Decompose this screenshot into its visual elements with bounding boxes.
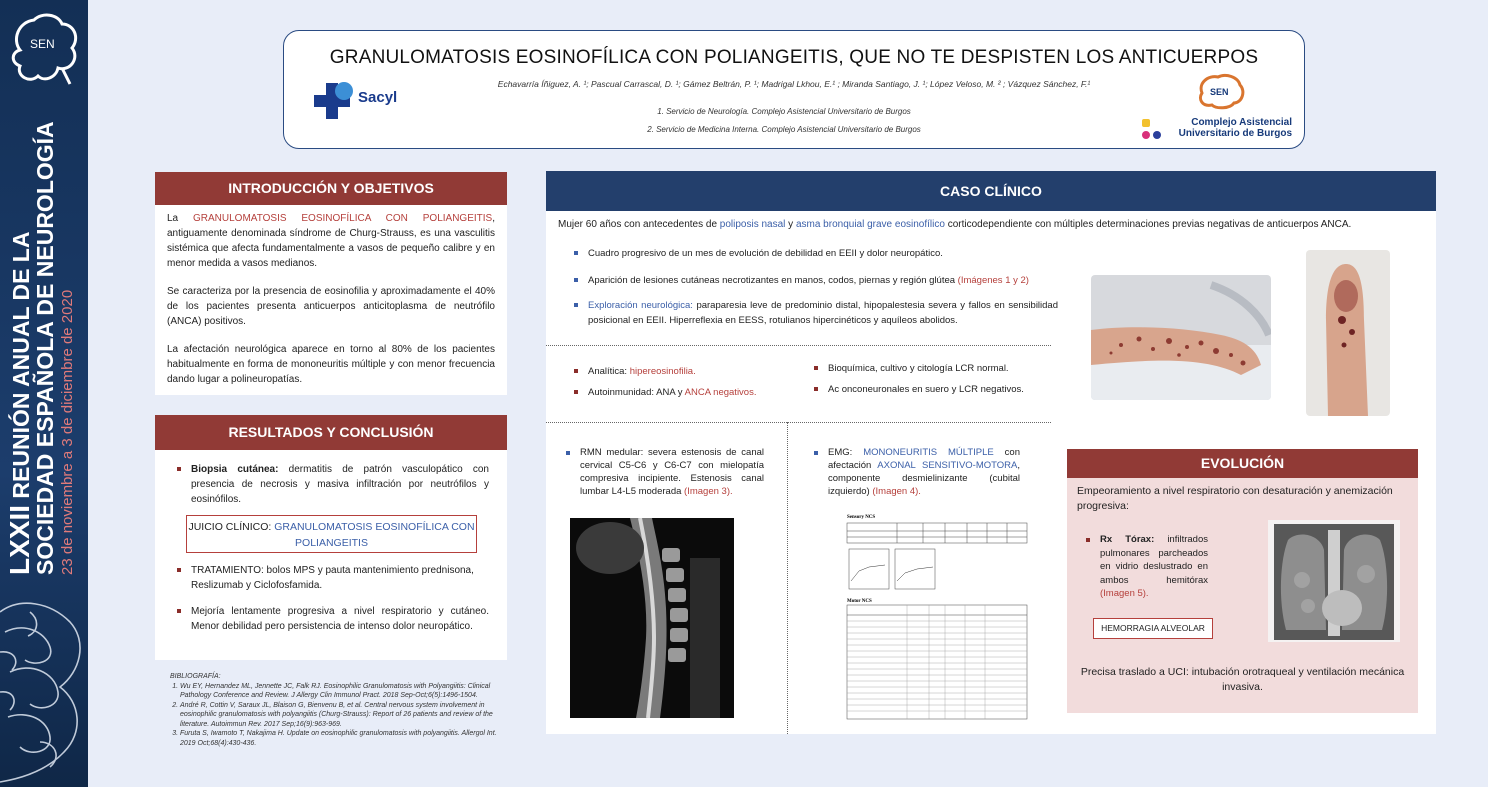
poster-header bbox=[283, 30, 1305, 149]
evolution-intro: Empeoramiento a nivel respiratorio con desaturación y anemización progresiva: bbox=[1077, 485, 1393, 512]
intro-title: INTRODUCCIÓN Y OBJETIVOS bbox=[155, 172, 507, 205]
alveolar-hemorrhage-badge: HEMORRAGIA ALVEOLAR bbox=[1093, 618, 1213, 639]
bibliography bbox=[170, 672, 500, 748]
svg-text:Sensory NCS: Sensory NCS bbox=[847, 515, 876, 520]
congress-numeral: LXXII bbox=[4, 504, 35, 575]
congress-dates: 23 de noviembre a 3 de diciembre de 2020 bbox=[59, 289, 76, 575]
divider bbox=[546, 422, 1051, 423]
emg-report-image bbox=[845, 511, 1029, 721]
svg-text:SEN: SEN bbox=[30, 37, 55, 51]
results-section bbox=[155, 450, 507, 660]
bibliography-title: BIBLIOGRAFÍA: bbox=[170, 673, 221, 680]
cab-logo-text: Complejo Asistencial Universitario de Burgos bbox=[1178, 117, 1292, 139]
intro-paragraph-3: La afectación neurológica aparece en torno al 80% de los pacientes habitualmente en forma de mononeuritis múltiple y con menor frecuencia dando lugar a polineuropatías. bbox=[167, 344, 495, 385]
sacyl-logo bbox=[314, 81, 404, 121]
case-intro: Mujer 60 años con antecedentes de poliposis nasal y asma bronquial grave eosinofílico corticodependiente con múltiples determinaciones previas negativas de anticuerpos ANCA. bbox=[558, 219, 1352, 230]
emg-table-image bbox=[845, 511, 1029, 721]
improvement-item: Mejoría lentamente progresiva a nivel respiratorio y cutáneo. Menor debilidad pero persistencia de intenso dolor neuropático. bbox=[177, 604, 489, 634]
xray-image bbox=[1268, 520, 1400, 642]
case-item-2: Aparición de lesiones cutáneas necrotizantes en manos, codos, piernas y región glútea (Imágenes 1 y 2) bbox=[574, 273, 1064, 288]
emg-finding: EMG: MONONEURITIS MÚLTIPLE con afectación AXONAL SENSITIVO-MOTORA, componente desmielinizante (cubital izquierdo) (Imagen 4). bbox=[814, 446, 1020, 498]
chest-xray-image bbox=[1268, 520, 1400, 642]
icu-transfer: Precisa traslado a UCI: intubación orotraqueal y ventilación mecánica invasiva. bbox=[1080, 666, 1405, 693]
intro-section bbox=[155, 205, 507, 395]
results-title: RESULTADOS Y CONCLUSIÓN bbox=[155, 415, 507, 450]
mri-image bbox=[570, 518, 734, 718]
biopsy-item: Biopsia cutánea: dermatitis de patrón vasculopático con presencia de necrosis y masiva infiltración por neutrófilos y eosinófilos. bbox=[177, 462, 489, 507]
mri-finding: RMN medular: severa estenosis de canal cervical C5-C6 y C6-C7 con mielopatía compresiva incipiente. Estenosis canal lumbar L4-L5 moderada (Imagen 3). bbox=[566, 446, 764, 498]
cab-dots-icon bbox=[1140, 117, 1170, 143]
poster-title: GRANULOMATOSIS EOSINOFÍLICA CON POLIANGEITIS, QUE NO TE DESPISTEN LOS ANTICUERPOS bbox=[329, 47, 1259, 68]
spine-mri-image bbox=[570, 518, 734, 718]
evolution-title: EVOLUCIÓN bbox=[1067, 449, 1418, 478]
lab-analytics: Analítica: hipereosinofilia. bbox=[574, 364, 804, 379]
affiliation-1: 1. Servicio de Neurología. Complejo Asistencial Universitario de Burgos bbox=[657, 107, 911, 116]
case-item-3: Exploración neurológica: paraparesia leve de predominio distal, hipopalestesia severa y fallos en sensibilidad posicional en EEII. Hiperreflexia en EESS, rotulianos hipercinéticos y aquíleos abolidos. bbox=[574, 298, 1058, 328]
divider bbox=[546, 345, 1051, 346]
skin-lesions-hand-photo bbox=[1306, 250, 1390, 416]
congress-line1: REUNIÓN ANUAL DE LA bbox=[8, 231, 34, 499]
reference-item: 1. Wu EY, Hernandez ML, Jennette JC, Falk RJ. Eosinophilic Granulomatosis with Polyangiitis: Clinical Pathology Conference and Review. J Allergy Clin Immunol Pract. 2018 Sep-Oct;6(5):1496-1504. bbox=[180, 682, 500, 701]
intro-paragraph-1: La GRANULOMATOSIS EOSINOFÍLICA CON POLIANGEITIS, antiguamente denominada síndrome de Churg-Strauss, es una vasculitis sistémica que afecta fundamentalmente a vasos de pequeño calibre y en menor medida a vasos medianos. bbox=[167, 213, 495, 269]
divider bbox=[787, 422, 788, 734]
leg-photo-image bbox=[1091, 275, 1271, 400]
reference-item: 3. Furuta S, Iwamoto T, Nakajima H. Update on eosinophilic granulomatosis with polyangiitis. Allergol Int. 2019 Oct;68(4):430-436. bbox=[180, 729, 500, 748]
authors: Echavarría Íñiguez, A. ¹; Pascual Carrascal, D. ¹; Gámez Beltrán, P. ¹; Madrigal Lkhou, E.¹ ; Miranda Santiago, J. ¹; López Veloso, M. ² ; Vázquez Sánchez, F.¹ bbox=[497, 79, 1091, 89]
sen-brain-logo bbox=[8, 10, 80, 102]
skin-lesions-leg-photo bbox=[1091, 275, 1271, 400]
congress-title bbox=[4, 115, 82, 575]
congress-line2: SOCIEDAD ESPAÑOLA DE NEUROLOGÍA bbox=[32, 121, 58, 575]
brain-illustration bbox=[0, 592, 88, 787]
congress-banner bbox=[0, 0, 88, 787]
lab-autoimmunity: Autoinmunidad: ANA y ANCA negativos. bbox=[574, 385, 804, 400]
sen-logo bbox=[1196, 73, 1246, 111]
svg-text:SEN: SEN bbox=[1210, 87, 1229, 97]
sacyl-logo-text: Sacyl bbox=[358, 89, 398, 106]
complejo-asistencial-logo bbox=[1140, 117, 1300, 143]
case-title: CASO CLÍNICO bbox=[546, 171, 1436, 211]
svg-text:Motor NCS: Motor NCS bbox=[847, 599, 872, 604]
intro-paragraph-2: Se caracteriza por la presencia de eosinofilia y aproximadamente el 40% de los pacientes presenta anticuerpos anticitoplasma de neutrófilo (ANCA) positivos. bbox=[167, 286, 495, 327]
clinical-judgement-box: JUICIO CLÍNICO: GRANULOMATOSIS EOSINOFÍLICA CON POLIANGEITIS bbox=[186, 515, 477, 553]
reference-item: 2. André R, Cottin V, Saraux JL, Blaison G, Bienvenu B, et al. Central nervous system involvement in eosinophilic granulomatosis with polyangiitis (Churg-Strauss): Report of 26 patients and review of the literature. Autoimmun Rev. 2017 Sep;16(9):963-969. bbox=[180, 701, 500, 730]
treatment-item: TRATAMIENTO: bolos MPS y pauta mantenimiento prednisona, Reslizumab y Ciclofosfamida. bbox=[177, 563, 489, 593]
lab-csf: Bioquímica, cultivo y citología LCR normal. bbox=[814, 361, 1054, 376]
affiliation-2: 2. Servicio de Medicina Interna. Complejo Asistencial Universitario de Burgos bbox=[647, 125, 921, 134]
hand-photo-image bbox=[1306, 250, 1390, 416]
lab-onconeuronal: Ac onconeuronales en suero y LCR negativos. bbox=[814, 382, 1054, 397]
chest-xray-finding: Rx Tórax: infiltrados pulmonares parcheados en vidrio deslustrado en ambos hemitórax (Imagen 5). bbox=[1086, 533, 1208, 601]
case-item-1: Cuadro progresivo de un mes de evolución de debilidad en EEII y dolor neuropático. bbox=[574, 246, 1054, 261]
sacyl-cross-icon bbox=[314, 81, 354, 121]
